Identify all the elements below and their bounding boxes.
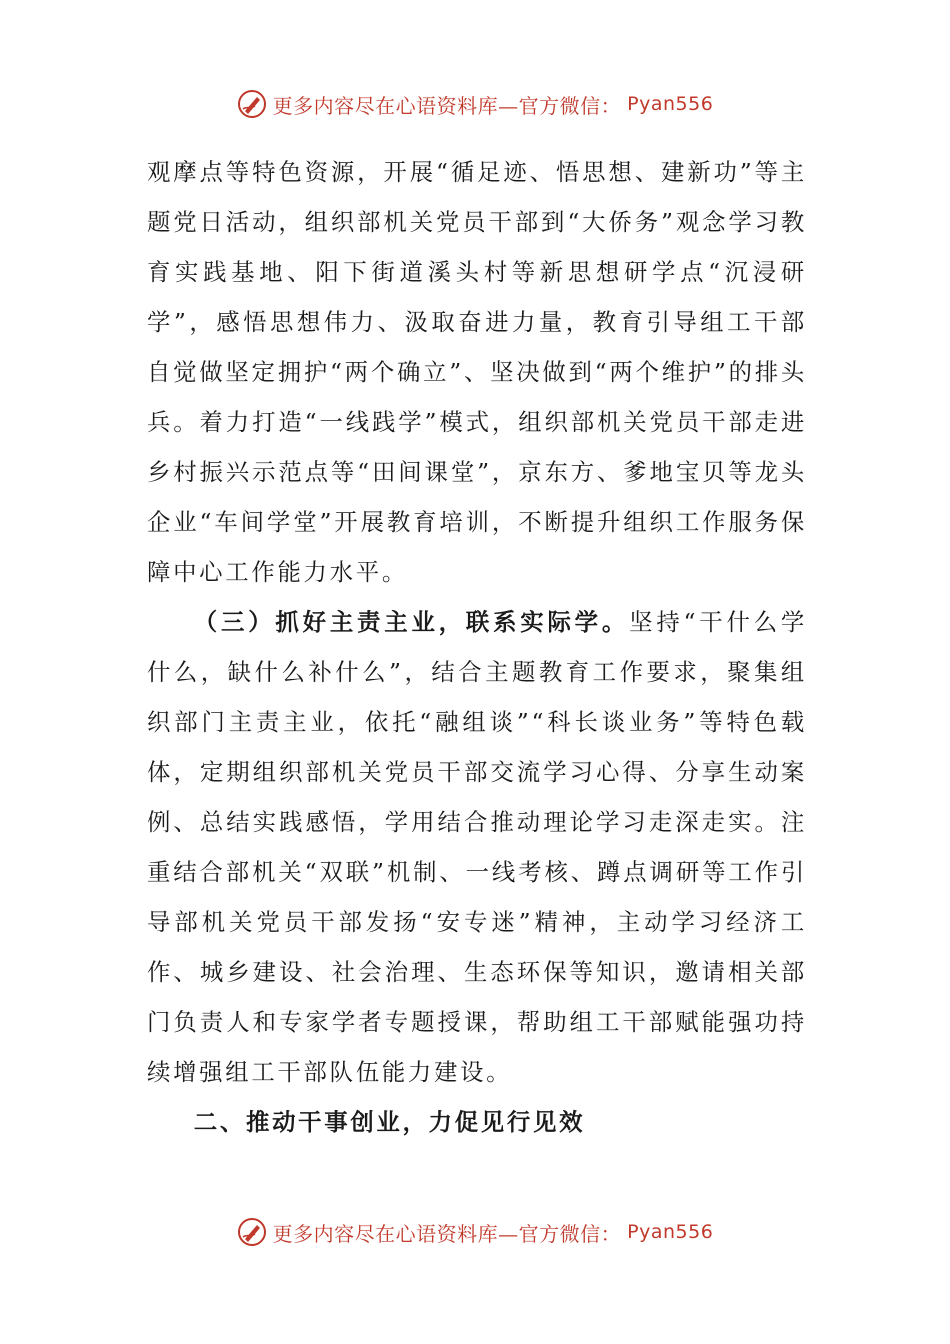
watermark-text: 更多内容尽在心语资料库—官方微信： <box>272 93 622 118</box>
footer-watermark <box>0 1212 950 1252</box>
watermark-handle: Pyan556 <box>627 1221 714 1243</box>
section-3-body: 坚持“干什么学什么，缺什么补什么”，结合主题教育工作要求，聚集组织部门主责主业，依托“融组谈”“科长谈业务”等特色载体，定期组织部机关党员干部交流学习心得、分享生动案例、总结实践感悟，学用结合推动理论学习走深走实。注重结合部机关“双联”机制、一线考核、蹲点调研等工作引导部机关党员干部发扬“安专迷”精神，主动学习经济工作、城乡建设、社会治理、生态环保等知识，邀请相关部门负责人和专家学者专题授课，帮助组工干部赋能强功持续增强组工干部队伍能力建设。 <box>147 608 808 1086</box>
document-body <box>147 147 807 1147</box>
pen-logo-icon <box>237 89 267 119</box>
header-watermark <box>0 84 950 124</box>
paragraph-1: 观摩点等特色资源，开展“循足迹、悟思想、建新功”等主题党日活动，组织部机关党员干部到“大侨务”观念学习教育实践基地、阳下街道溪头村等新思想研学点“沉浸研学”，感悟思想伟力、汲取奋进力量，教育引导组工干部自觉做坚定拥护“两个确立”、坚决做到“两个维护”的排头兵。着力打造“一线践学”模式，组织部机关党员干部走进乡村振兴示范点等“田间课堂”，京东方、爹地宝贝等龙头企业“车间学堂”开展教育培训，不断提升组织工作服务保障中心工作能力水平。 <box>147 158 807 586</box>
paragraph-2 <box>147 597 807 1097</box>
section-heading-2: 二、推动干事创业，力促见行见效 <box>193 1108 586 1136</box>
watermark-text: 更多内容尽在心语资料库—官方微信： <box>272 1221 622 1246</box>
section-3-lead: （三）抓好主责主业，联系实际学。 <box>193 608 630 636</box>
pen-logo-icon <box>237 1217 267 1247</box>
watermark-handle: Pyan556 <box>627 93 714 115</box>
